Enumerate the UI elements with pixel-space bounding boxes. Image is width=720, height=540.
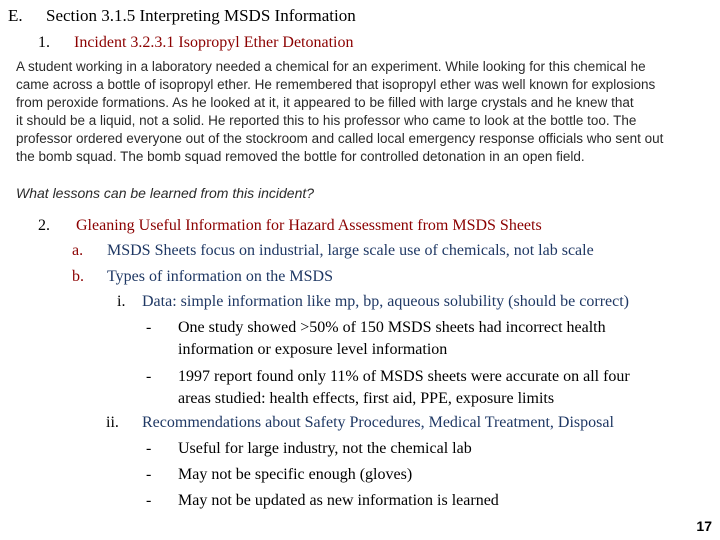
bullet-dash: - — [146, 319, 152, 336]
incident-line: it should be a liquid, not a solid. He reported this to his professor who came to look at the bottle too. The — [16, 113, 637, 128]
item1-title: Incident 3.2.3.1 Isopropyl Ether Detonation — [74, 34, 354, 51]
bullet-text: May not be specific enough (gloves) — [178, 466, 413, 483]
incident-line: the bomb squad. The bomb squad removed the bottle for controlled detonation in an open field. — [16, 149, 585, 164]
item2i-marker: i. — [117, 293, 126, 310]
bullet-text: One study showed >50% of 150 MSDS sheets had incorrect health — [178, 319, 606, 336]
bullet-text-continued: information or exposure level information — [178, 341, 448, 358]
incident-line: came across a bottle of isopropyl ether. He remembered that isopropyl ether was well known for explosions — [16, 77, 656, 92]
item2a-marker: a. — [72, 242, 84, 259]
bullet-text: May not be updated as new information is learned — [178, 492, 499, 509]
incident-line: professor ordered everyone out of the stockroom and called local emergency response officials who sent out — [16, 131, 664, 146]
incident-paragraph — [16, 58, 706, 166]
page-number: 17 — [696, 518, 712, 534]
item2ii-text: Recommendations about Safety Procedures, Medical Treatment, Disposal — [142, 414, 614, 431]
bullet-dash: - — [146, 368, 152, 385]
item2b-marker: b. — [72, 268, 84, 285]
bullet-dash: - — [146, 440, 152, 457]
incident-line: from peroxide formations. As he looked at it, it appeared to be filled with large crystals and he knew that — [16, 95, 634, 110]
item2b-text: Types of information on the MSDS — [107, 268, 333, 285]
item2a-text: MSDS Sheets focus on industrial, large scale use of chemicals, not lab scale — [107, 242, 594, 259]
item1-number: 1. — [38, 34, 50, 51]
section-marker: E. — [8, 6, 23, 25]
incident-line: A student working in a laboratory needed a chemical for an experiment. While looking for this chemical he — [16, 59, 646, 74]
item2i-text: Data: simple information like mp, bp, aqueous solubility (should be correct) — [142, 293, 630, 310]
item2-number: 2. — [38, 217, 50, 234]
question-text: What lessons can be learned from this incident? — [16, 185, 315, 201]
bullet-text-continued: areas studied: health effects, first aid, PPE, exposure limits — [178, 390, 555, 407]
item2-title: Gleaning Useful Information for Hazard Assessment from MSDS Sheets — [76, 217, 542, 234]
item2ii-marker: ii. — [106, 414, 119, 431]
section-title: Section 3.1.5 Interpreting MSDS Information — [46, 6, 356, 25]
bullet-dash: - — [146, 466, 152, 483]
bullet-text: 1997 report found only 11% of MSDS sheets were accurate on all four — [178, 368, 630, 385]
bullet-dash: - — [146, 492, 152, 509]
bullet-text: Useful for large industry, not the chemical lab — [178, 440, 472, 457]
